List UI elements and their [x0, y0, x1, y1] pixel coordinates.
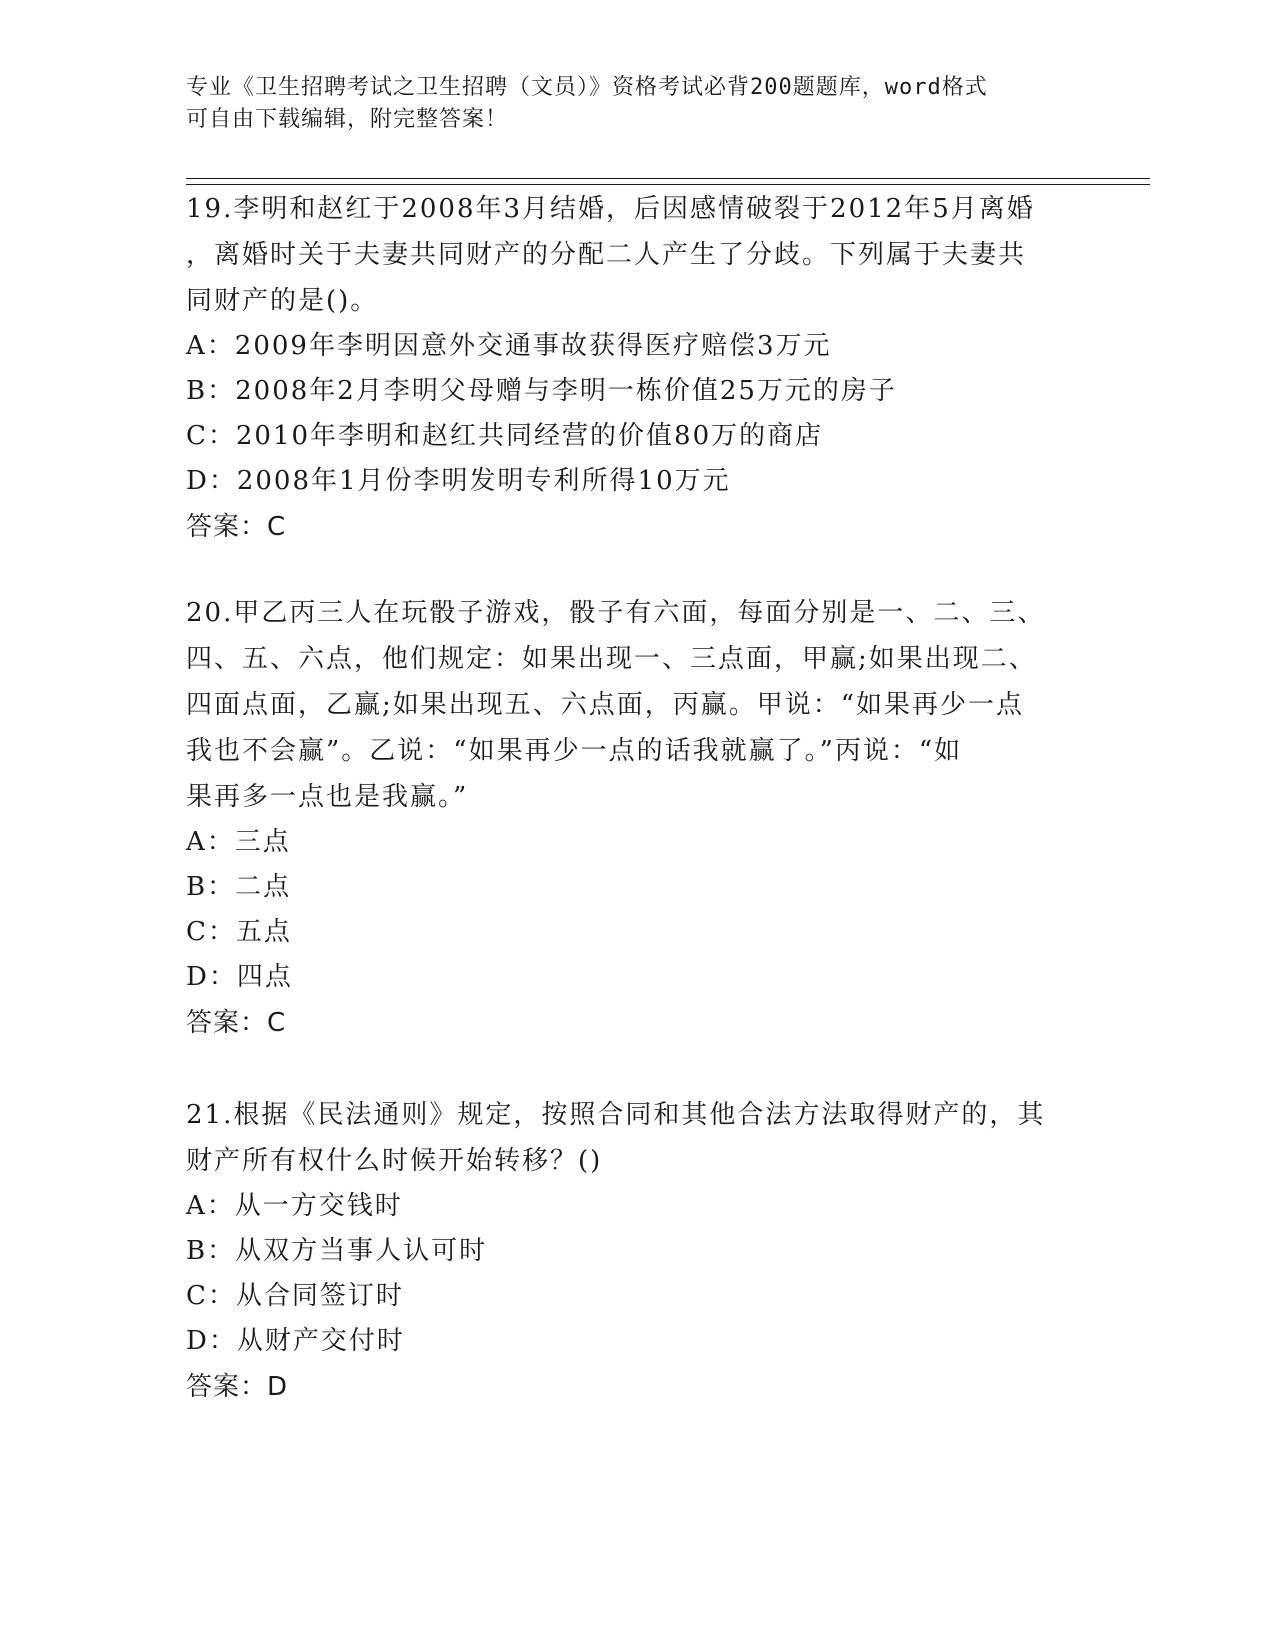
option-b: B：从双方当事人认可时 — [186, 1236, 488, 1266]
stem-line: 我也不会赢”。乙说：“如果再少一点的话我就赢了。”丙说：“如 — [186, 736, 963, 766]
stem-line: 21.根据《民法通则》规定，按照合同和其他合法方法取得财产的，其 — [186, 1100, 1046, 1130]
header-divider-top — [186, 178, 1150, 179]
stem-line: 四、五、六点，他们规定：如果出现一、三点面，甲赢;如果出现二、 — [186, 644, 1037, 674]
option-c: C：从合同签订时 — [186, 1281, 404, 1311]
option-d: D：四点 — [186, 962, 293, 992]
option-a: A：三点 — [186, 827, 291, 857]
question-21 — [186, 1092, 1066, 1410]
document-header — [186, 72, 1066, 136]
question-19 — [186, 186, 1066, 550]
stem-line: 20.甲乙丙三人在玩骰子游戏，骰子有六面，每面分别是一、二、三、 — [186, 598, 1046, 628]
option-b: B：二点 — [186, 872, 292, 902]
question-stem — [186, 590, 1066, 820]
header-title-line-2: 可自由下载编辑，附完整答案！ — [186, 107, 509, 132]
stem-line: 果再多一点也是我赢。” — [186, 782, 469, 812]
header-title-line-1: 专业《卫生招聘考试之卫生招聘（文员）》资格考试必背200题题库，word格式 — [186, 75, 988, 100]
option-c: C：2010年李明和赵红共同经营的价值80万的商店 — [186, 421, 824, 451]
answer-line: 答案：C — [186, 512, 287, 542]
stem-line: 同财产的是()。 — [186, 286, 379, 316]
option-a: A：2009年李明因意外交通事故获得医疗赔偿3万元 — [186, 331, 832, 361]
stem-line: 19.李明和赵红于2008年3月结婚，后因感情破裂于2012年5月离婚 — [186, 194, 1035, 224]
stem-line: 财产所有权什么时候开始转移？() — [186, 1146, 603, 1176]
question-stem — [186, 1092, 1066, 1184]
answer-line: 答案：C — [186, 1008, 287, 1038]
option-c: C：五点 — [186, 917, 292, 947]
question-20 — [186, 590, 1066, 1046]
answer-line: 答案：D — [186, 1372, 289, 1402]
question-stem — [186, 186, 1066, 324]
stem-line: 四面点面，乙赢;如果出现五、六点面，丙赢。甲说：“如果再少一点 — [186, 690, 1025, 720]
stem-line: ，离婚时关于夫妻共同财产的分配二人产生了分歧。下列属于夫妻共 — [186, 240, 1027, 270]
option-d: D：2008年1月份李明发明专利所得10万元 — [186, 466, 731, 496]
option-d: D：从财产交付时 — [186, 1326, 405, 1356]
option-b: B：2008年2月李明父母赠与李明一栋价值25万元的房子 — [186, 376, 897, 406]
option-a: A：从一方交钱时 — [186, 1191, 403, 1221]
header-divider-bottom — [186, 184, 1150, 185]
